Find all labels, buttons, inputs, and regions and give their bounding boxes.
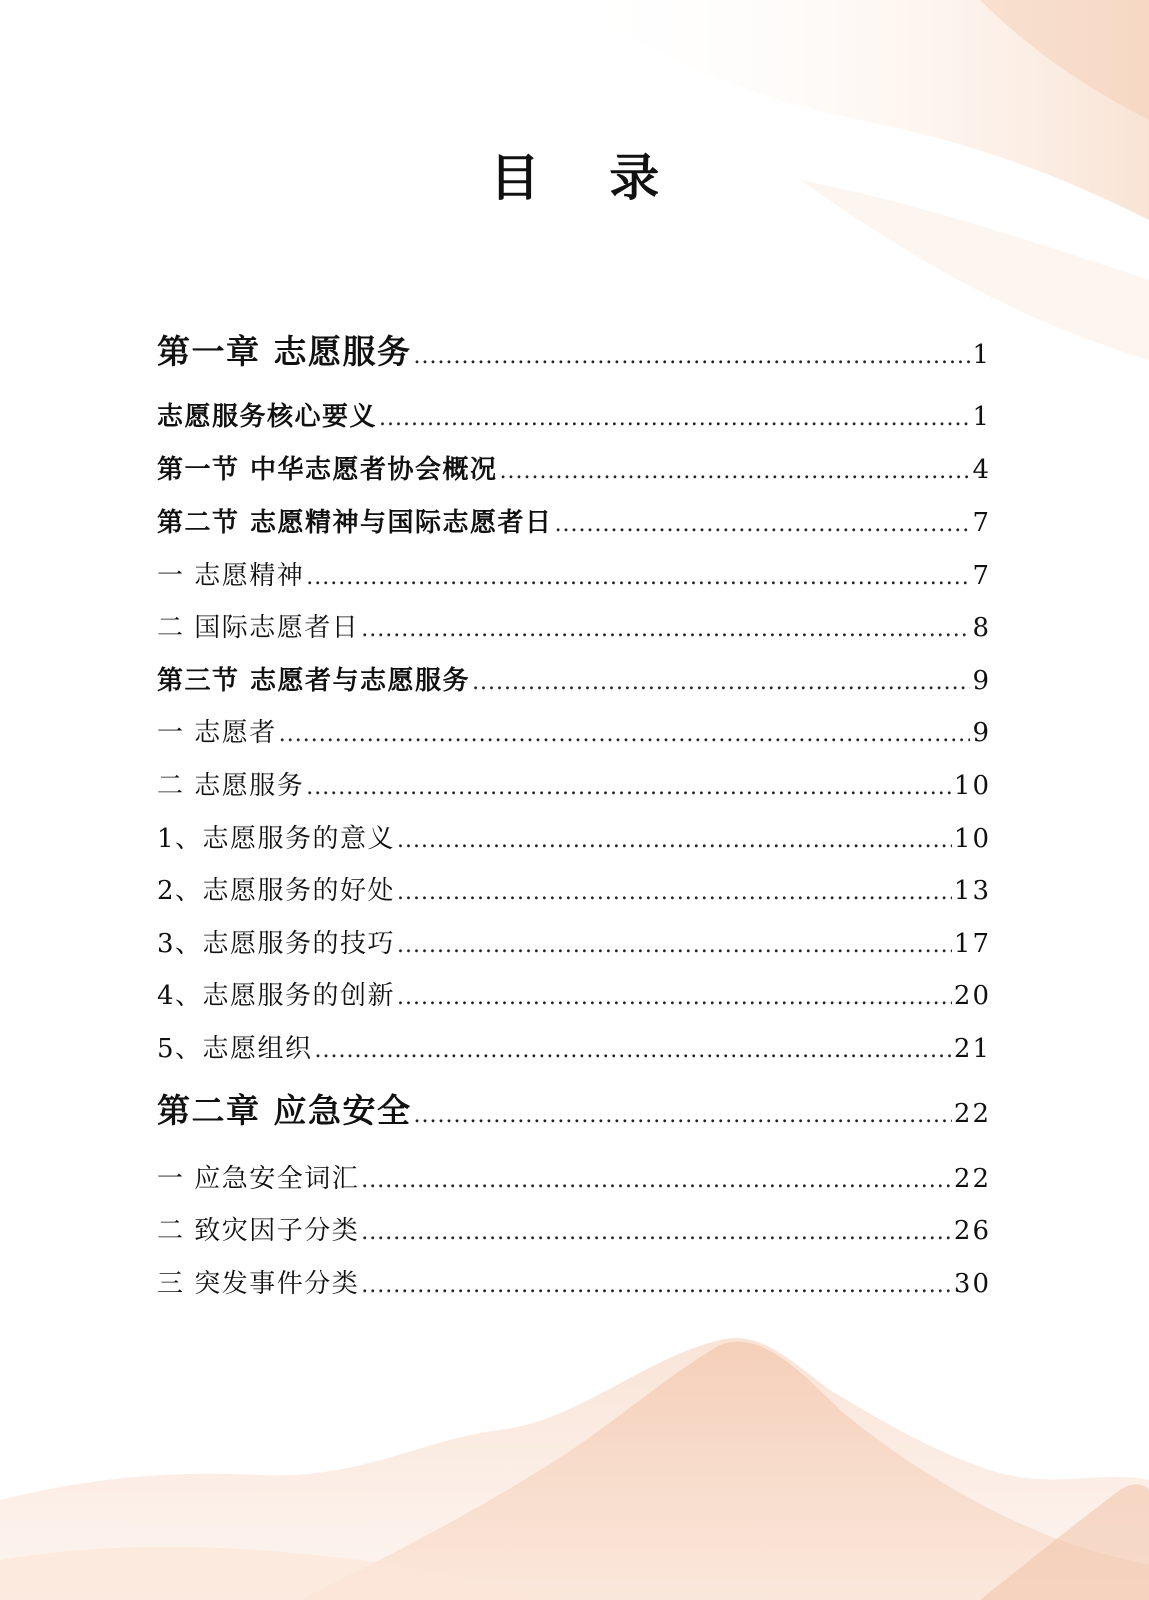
toc-entry-page-number: 7 (972, 508, 991, 538)
toc-entry-label: 4、志愿服务的创新 (157, 981, 396, 1011)
toc-entry[interactable] (157, 1158, 991, 1195)
dot-leader (361, 1168, 952, 1193)
toc-entry-label: 1、志愿服务的意义 (157, 824, 396, 854)
toc-entry-label: 一 志愿精神 (157, 561, 305, 591)
toc-entry-label: 第一节 中华志愿者协会概况 (157, 455, 498, 485)
toc-entry-label: 3、志愿服务的技巧 (157, 929, 396, 959)
toc-entry-page-number: 20 (953, 981, 991, 1011)
toc-entry-page-number: 7 (972, 561, 991, 591)
toc-entry-label: 第三节 志愿者与志愿服务 (157, 666, 471, 696)
toc-entry-page-number: 21 (953, 1034, 991, 1064)
toc-entry-page-number: 10 (953, 824, 991, 854)
toc-entry-page-number: 1 (972, 340, 991, 370)
toc-entry-page-number: 9 (972, 718, 991, 748)
toc-entry[interactable] (157, 449, 991, 486)
toc-entry-page-number: 10 (953, 771, 991, 801)
toc-entry-label: 第二章 应急安全 (157, 1091, 412, 1130)
dot-leader (397, 880, 952, 905)
toc-entry-page-number: 1 (972, 402, 991, 432)
toc-entry-label: 一 志愿者 (157, 718, 277, 748)
toc-entry-label: 第一章 志愿服务 (157, 332, 412, 371)
dot-leader (555, 512, 971, 537)
toc-entry-label: 志愿服务核心要义 (157, 402, 378, 432)
toc-entry-label: 第二节 志愿精神与国际志愿者日 (157, 508, 553, 538)
dot-leader (379, 406, 970, 431)
dot-leader (472, 670, 970, 695)
toc-entry[interactable] (157, 712, 991, 749)
toc-entry[interactable] (157, 396, 991, 433)
toc-entry[interactable] (157, 607, 991, 644)
toc-entry-page-number: 22 (953, 1164, 991, 1194)
toc-entry[interactable] (157, 765, 991, 802)
dot-leader (361, 617, 970, 642)
toc-entry[interactable] (157, 502, 991, 539)
dot-leader (414, 1103, 952, 1128)
page-title: 目 录 (489, 149, 686, 207)
toc-entry-label: 二 国际志愿者日 (157, 613, 360, 643)
toc-entry-label: 二 志愿服务 (157, 771, 305, 801)
toc-entry[interactable] (157, 923, 991, 960)
dot-leader (397, 828, 952, 853)
dot-leader (500, 459, 971, 484)
toc-entry-page-number: 4 (972, 455, 991, 485)
dot-leader (414, 344, 971, 369)
toc-entry[interactable] (157, 660, 991, 697)
toc-entry-page-number: 17 (953, 929, 991, 959)
dot-leader (397, 933, 952, 958)
toc-entry[interactable] (157, 326, 991, 373)
dot-leader (361, 1220, 952, 1245)
toc-entry-label: 三 突发事件分类 (157, 1269, 360, 1299)
toc-entry-page-number: 8 (972, 613, 991, 643)
toc-entry-page-number: 30 (953, 1269, 991, 1299)
toc-entry[interactable] (157, 555, 991, 592)
dot-leader (397, 985, 952, 1010)
dot-leader (306, 775, 952, 800)
dot-leader (361, 1273, 952, 1298)
dot-leader (315, 1038, 952, 1063)
toc-entry[interactable] (157, 1028, 991, 1065)
toc-entry-page-number: 22 (953, 1099, 991, 1129)
toc-entry-label: 一 应急安全词汇 (157, 1164, 360, 1194)
toc-entry-page-number: 13 (953, 876, 991, 906)
toc-entry-page-number: 26 (953, 1216, 991, 1246)
toc-entry[interactable] (157, 1210, 991, 1247)
toc-entry-label: 2、志愿服务的好处 (157, 876, 396, 906)
toc-entry[interactable] (157, 1263, 991, 1300)
toc-entry-label: 二 致灾因子分类 (157, 1216, 360, 1246)
toc-entry[interactable] (157, 870, 991, 907)
dot-leader (279, 722, 971, 747)
dot-leader (306, 565, 970, 590)
toc-entry-page-number: 9 (972, 666, 991, 696)
toc-entry[interactable] (157, 1085, 991, 1132)
toc-entry[interactable] (157, 818, 991, 855)
toc-entry[interactable] (157, 975, 991, 1012)
toc-entry-label: 5、志愿组织 (157, 1034, 313, 1064)
